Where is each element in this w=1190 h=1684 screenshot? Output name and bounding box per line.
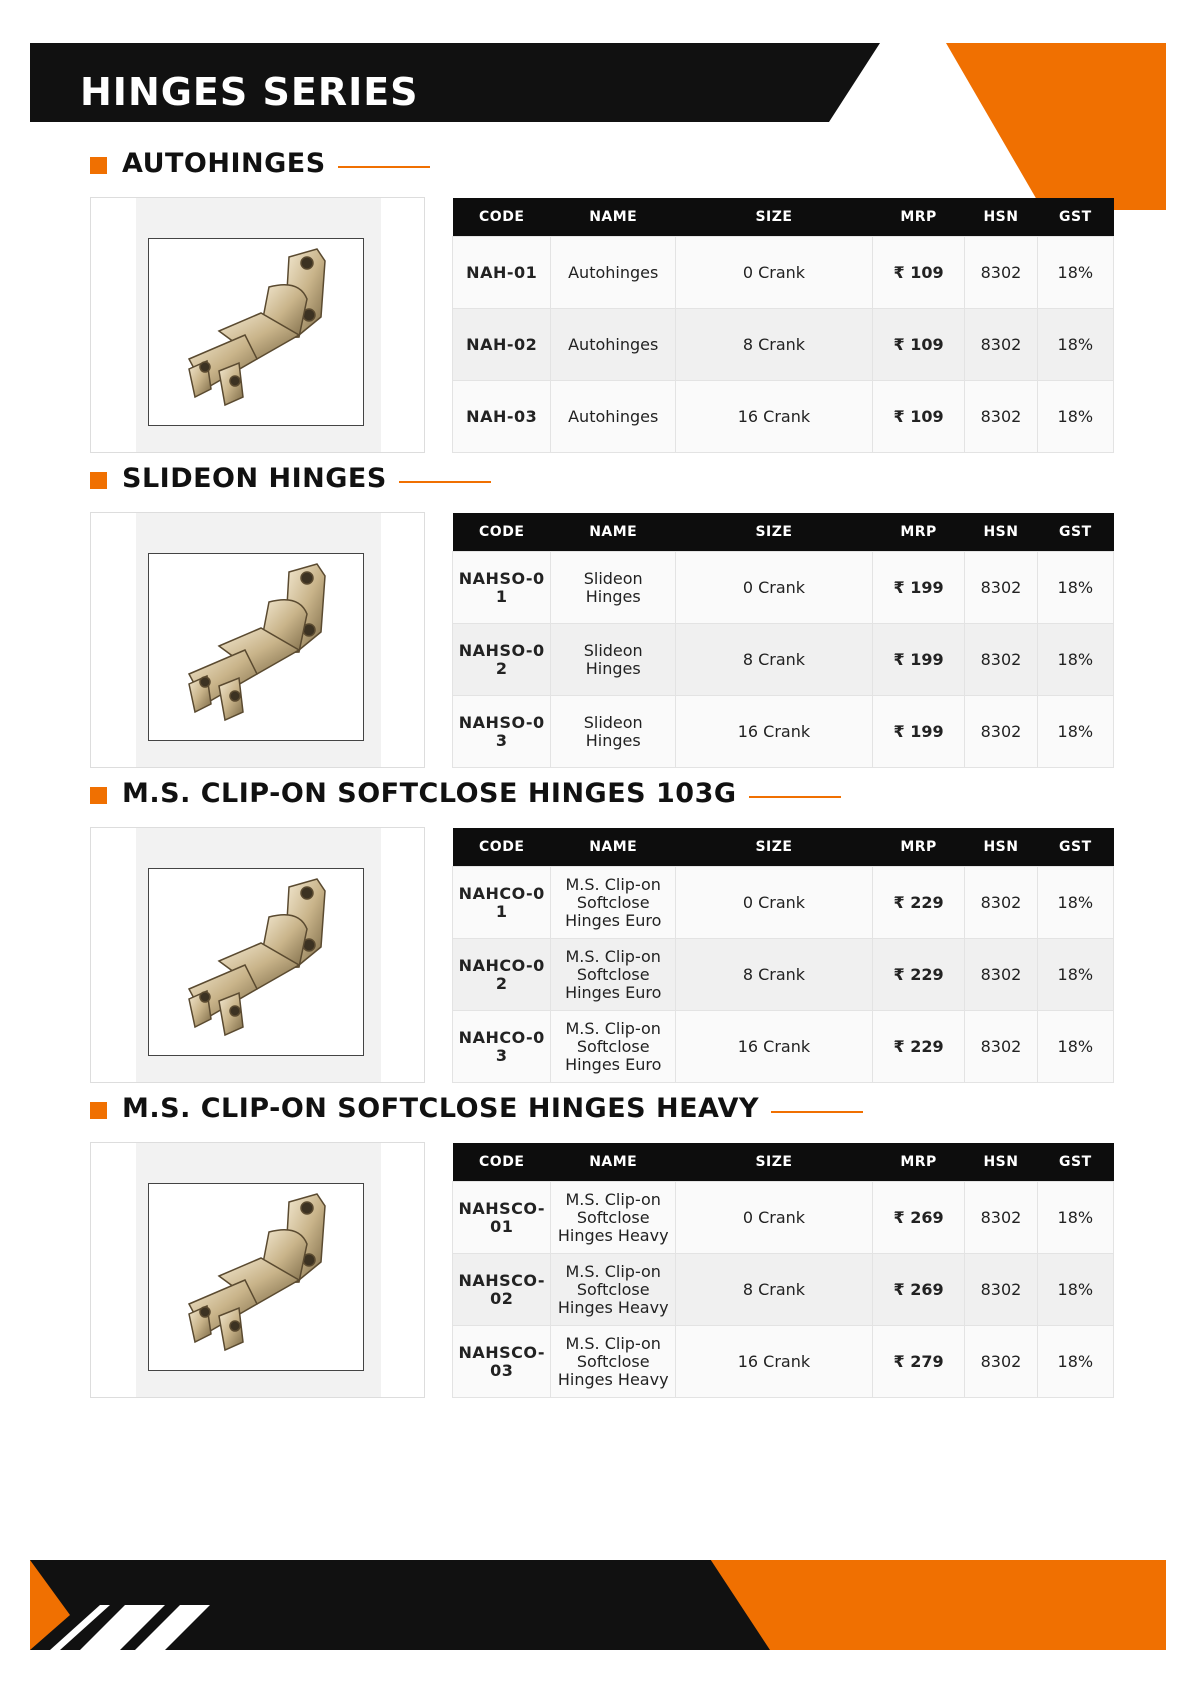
- product-image-box: [90, 512, 425, 768]
- table-row: [453, 1326, 1114, 1398]
- column-header: HSN: [965, 513, 1037, 552]
- column-header: NAME: [551, 513, 676, 552]
- hinge-product-image: [148, 238, 364, 426]
- column-header: CODE: [453, 198, 551, 237]
- cell-name: Autohinges: [551, 381, 676, 453]
- cell-name: Slideon Hinges: [551, 552, 676, 624]
- table-row: [453, 1182, 1114, 1254]
- cell-hsn: 8302: [965, 1326, 1037, 1398]
- section-underline: [399, 481, 491, 483]
- product-table: [452, 513, 1114, 768]
- table-row: [453, 309, 1114, 381]
- cell-hsn: 8302: [965, 1182, 1037, 1254]
- cell-name: Autohinges: [551, 237, 676, 309]
- cell-name: M.S. Clip-on Softclose Hinges Euro: [551, 867, 676, 939]
- cell-mrp: ₹ 109: [872, 237, 964, 309]
- cell-size: 16 Crank: [676, 1326, 873, 1398]
- table-header-row: [453, 1143, 1114, 1182]
- cell-name: M.S. Clip-on Softclose Hinges Euro: [551, 1011, 676, 1083]
- table-row: [453, 696, 1114, 768]
- cell-gst: 18%: [1037, 1011, 1113, 1083]
- column-header: NAME: [551, 828, 676, 867]
- product-table: [452, 1143, 1114, 1398]
- cell-name: M.S. Clip-on Softclose Hinges Heavy: [551, 1182, 676, 1254]
- cell-hsn: 8302: [965, 624, 1037, 696]
- section-bullet-icon: [90, 472, 107, 489]
- section-heading: [90, 148, 430, 179]
- product-table: [452, 198, 1114, 453]
- table-header-row: [453, 513, 1114, 552]
- cell-mrp: ₹ 109: [872, 309, 964, 381]
- column-header: GST: [1037, 1143, 1113, 1182]
- cell-size: 0 Crank: [676, 867, 873, 939]
- cell-code: NAH-01: [453, 237, 551, 309]
- section-heading: [90, 778, 841, 809]
- cell-mrp: ₹ 269: [872, 1182, 964, 1254]
- page-title: HINGES SERIES: [80, 70, 419, 114]
- cell-name: Slideon Hinges: [551, 624, 676, 696]
- cell-name: Autohinges: [551, 309, 676, 381]
- table-header-row: [453, 828, 1114, 867]
- column-header: NAME: [551, 1143, 676, 1182]
- footer-stripes-icon: [30, 1560, 210, 1650]
- column-header: MRP: [872, 1143, 964, 1182]
- section-heading: [90, 463, 491, 494]
- cell-size: 16 Crank: [676, 1011, 873, 1083]
- cell-hsn: 8302: [965, 939, 1037, 1011]
- column-header: GST: [1037, 828, 1113, 867]
- cell-name: Slideon Hinges: [551, 696, 676, 768]
- table-row: [453, 552, 1114, 624]
- cell-size: 0 Crank: [676, 552, 873, 624]
- column-header: MRP: [872, 513, 964, 552]
- cell-mrp: ₹ 199: [872, 552, 964, 624]
- cell-code: NAHCO-02: [453, 939, 551, 1011]
- column-header: GST: [1037, 198, 1113, 237]
- cell-gst: 18%: [1037, 696, 1113, 768]
- table-row: [453, 381, 1114, 453]
- cell-gst: 18%: [1037, 624, 1113, 696]
- section-bullet-icon: [90, 787, 107, 804]
- section-title: M.S. CLIP-ON SOFTCLOSE HINGES HEAVY: [122, 1093, 760, 1124]
- cell-mrp: ₹ 279: [872, 1326, 964, 1398]
- section-title: M.S. CLIP-ON SOFTCLOSE HINGES 103G: [122, 778, 737, 809]
- hinge-product-image: [148, 553, 364, 741]
- column-header: MRP: [872, 828, 964, 867]
- product-image-box: [90, 1142, 425, 1398]
- cell-mrp: ₹ 229: [872, 939, 964, 1011]
- cell-gst: 18%: [1037, 309, 1113, 381]
- cell-hsn: 8302: [965, 867, 1037, 939]
- cell-gst: 18%: [1037, 1254, 1113, 1326]
- column-header: SIZE: [676, 1143, 873, 1182]
- table-row: [453, 1011, 1114, 1083]
- cell-code: NAHSO-03: [453, 696, 551, 768]
- column-header: CODE: [453, 513, 551, 552]
- column-header: CODE: [453, 828, 551, 867]
- cell-size: 8 Crank: [676, 309, 873, 381]
- section-underline: [338, 166, 430, 168]
- table-row: [453, 624, 1114, 696]
- cell-hsn: 8302: [965, 381, 1037, 453]
- cell-code: NAHCO-01: [453, 867, 551, 939]
- cell-size: 0 Crank: [676, 237, 873, 309]
- column-header: SIZE: [676, 828, 873, 867]
- cell-size: 0 Crank: [676, 1182, 873, 1254]
- column-header: MRP: [872, 198, 964, 237]
- cell-mrp: ₹ 269: [872, 1254, 964, 1326]
- table-row: [453, 1254, 1114, 1326]
- product-image-box: [90, 197, 425, 453]
- hinge-product-image: [148, 868, 364, 1056]
- column-header: SIZE: [676, 513, 873, 552]
- cell-gst: 18%: [1037, 939, 1113, 1011]
- cell-gst: 18%: [1037, 237, 1113, 309]
- cell-gst: 18%: [1037, 381, 1113, 453]
- cell-name: M.S. Clip-on Softclose Hinges Euro: [551, 939, 676, 1011]
- cell-hsn: 8302: [965, 1011, 1037, 1083]
- cell-name: M.S. Clip-on Softclose Hinges Heavy: [551, 1326, 676, 1398]
- product-image-box: [90, 827, 425, 1083]
- cell-hsn: 8302: [965, 309, 1037, 381]
- cell-gst: 18%: [1037, 552, 1113, 624]
- section-bullet-icon: [90, 157, 107, 174]
- cell-code: NAHSO-01: [453, 552, 551, 624]
- table-row: [453, 867, 1114, 939]
- cell-size: 8 Crank: [676, 1254, 873, 1326]
- cell-hsn: 8302: [965, 1254, 1037, 1326]
- product-table: [452, 828, 1114, 1083]
- section-heading: [90, 1093, 863, 1124]
- section-bullet-icon: [90, 1102, 107, 1119]
- cell-code: NAHSO-02: [453, 624, 551, 696]
- cell-name: M.S. Clip-on Softclose Hinges Heavy: [551, 1254, 676, 1326]
- cell-code: NAH-03: [453, 381, 551, 453]
- cell-mrp: ₹ 199: [872, 624, 964, 696]
- section-title: SLIDEON HINGES: [122, 463, 387, 494]
- cell-size: 16 Crank: [676, 696, 873, 768]
- cell-hsn: 8302: [965, 696, 1037, 768]
- column-header: NAME: [551, 198, 676, 237]
- cell-mrp: ₹ 229: [872, 1011, 964, 1083]
- table-row: [453, 237, 1114, 309]
- column-header: GST: [1037, 513, 1113, 552]
- cell-gst: 18%: [1037, 1326, 1113, 1398]
- section-underline: [771, 1111, 863, 1113]
- cell-gst: 18%: [1037, 1182, 1113, 1254]
- column-header: HSN: [965, 1143, 1037, 1182]
- cell-code: NAHSCO-03: [453, 1326, 551, 1398]
- cell-hsn: 8302: [965, 552, 1037, 624]
- column-header: SIZE: [676, 198, 873, 237]
- cell-mrp: ₹ 229: [872, 867, 964, 939]
- cell-mrp: ₹ 199: [872, 696, 964, 768]
- cell-code: NAHSCO-01: [453, 1182, 551, 1254]
- cell-code: NAHSCO-02: [453, 1254, 551, 1326]
- cell-mrp: ₹ 109: [872, 381, 964, 453]
- cell-code: NAH-02: [453, 309, 551, 381]
- cell-size: 8 Crank: [676, 624, 873, 696]
- cell-size: 16 Crank: [676, 381, 873, 453]
- column-header: HSN: [965, 828, 1037, 867]
- header-accent-shape: [946, 43, 1166, 210]
- table-header-row: [453, 198, 1114, 237]
- section-underline: [749, 796, 841, 798]
- cell-hsn: 8302: [965, 237, 1037, 309]
- column-header: HSN: [965, 198, 1037, 237]
- hinge-product-image: [148, 1183, 364, 1371]
- cell-code: NAHCO-03: [453, 1011, 551, 1083]
- section-title: AUTOHINGES: [122, 148, 326, 179]
- cell-size: 8 Crank: [676, 939, 873, 1011]
- table-row: [453, 939, 1114, 1011]
- column-header: CODE: [453, 1143, 551, 1182]
- cell-gst: 18%: [1037, 867, 1113, 939]
